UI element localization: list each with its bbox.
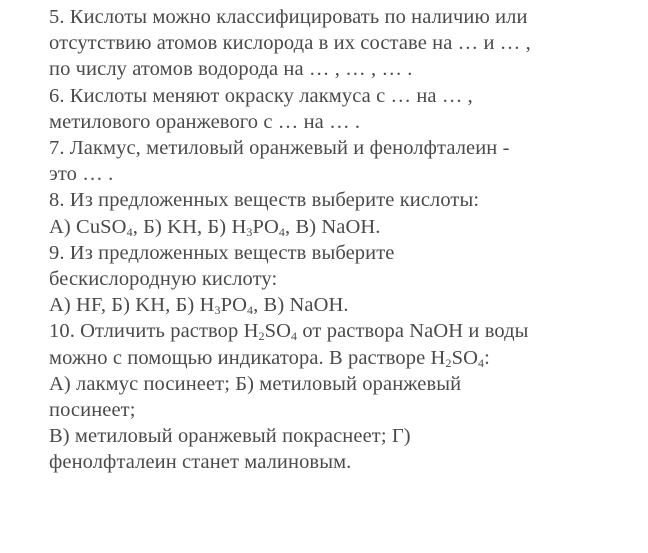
q8-option-text: , Б) KH, Б) H — [132, 215, 247, 238]
subscript: 2 — [445, 355, 452, 370]
q10-text: SO — [264, 320, 292, 343]
q8-line-1: 8. Из предложенных веществ выберите кислоты: — [49, 189, 480, 212]
q7-line-2: это … . — [49, 163, 114, 186]
q5-line-2: отсутствию атомов кислорода в их составе на … и … , — [49, 32, 531, 55]
subscript: 4 — [477, 355, 485, 370]
q10-text: 10. Отличить раствор H — [49, 320, 259, 343]
subscript: 3 — [214, 303, 221, 318]
q10-text: можно с помощью индикатора. В растворе H — [49, 346, 446, 369]
subscript: 3 — [246, 224, 253, 239]
q5-line-1: 5. Кислоты можно классифицировать по наличию или — [49, 6, 528, 28]
q10-line-3: А) лакмус посинеет; Б) метиловый оранжевый — [49, 372, 462, 395]
subscript: 2 — [258, 329, 265, 344]
subscript: 4 — [291, 329, 298, 344]
q10-text: : — [484, 346, 490, 369]
q10-text: SO — [451, 346, 478, 369]
subscript: 4 — [278, 224, 285, 239]
q9-line-2: бескислородную кислоту: — [49, 268, 278, 291]
q7-line-1: 7. Лакмус, метиловый оранжевый и фенолфталеин - — [49, 137, 510, 160]
q10-text: от раствора NaOH и воды — [297, 320, 529, 343]
q6-line-2: метилового оранжевого с … на … . — [49, 110, 361, 133]
q8-option-text: , В) NaOH. — [285, 215, 381, 238]
q10-line-4: посинеет; — [49, 399, 136, 422]
q8-option-text: А) CuSO — [49, 215, 127, 238]
q9-line-1: 9. Из предложенных веществ выберите — [49, 241, 395, 264]
q10-line-6: фенолфталеин станет малиновым. — [49, 451, 352, 474]
q9-option-text: А) HF, Б) KH, Б) H — [49, 294, 215, 317]
q8-option-text: PO — [252, 215, 279, 238]
q10-line-2 — [49, 345, 632, 371]
q10-line-1 — [49, 318, 632, 344]
q10-line-5: В) метиловый оранжевый покраснеет; Г) — [49, 425, 411, 448]
subscript: 4 — [247, 303, 254, 318]
q6-line-1: 6. Кислоты меняют окраску лакмуса с … на … , — [49, 84, 473, 107]
q5-line-3: по числу атомов водорода на … , … , … . — [49, 58, 413, 81]
q8-options — [49, 214, 632, 240]
q9-options — [49, 292, 632, 318]
q9-option-text: , В) NaOH. — [253, 294, 349, 317]
subscript: 4 — [126, 224, 133, 239]
q9-option-text: PO — [220, 294, 247, 317]
